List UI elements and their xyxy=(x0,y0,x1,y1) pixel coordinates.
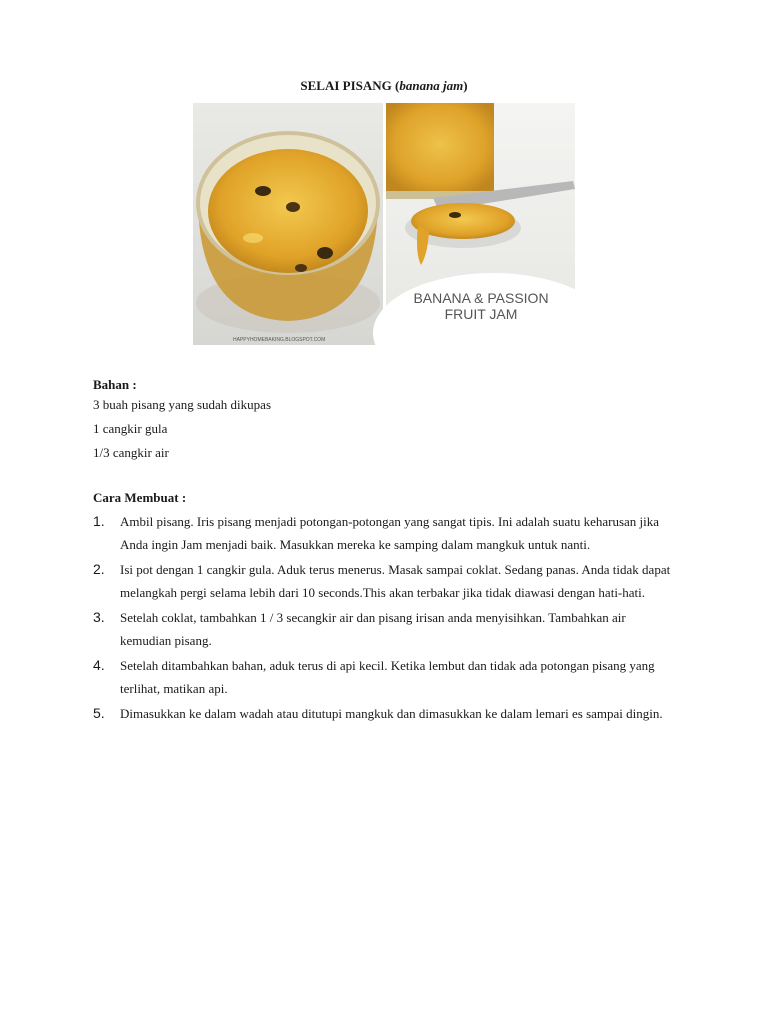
step-number: 1. xyxy=(93,513,105,529)
method-step xyxy=(93,558,678,604)
watermark-text: HAPPYHOMEBAKING.BLOGSPOT.COM xyxy=(233,337,326,343)
ingredient-item: 3 buah pisang yang sudah dikupas xyxy=(93,397,272,412)
step-text: Dimasukkan ke dalam wadah atau ditutupi mangkuk dan dimasukkan ke dalam lemari es sampai dingin. xyxy=(120,706,663,721)
title-italic: banana jam xyxy=(399,78,464,93)
step-number: 5. xyxy=(93,705,105,721)
method-steps xyxy=(93,510,678,725)
step-text: Ambil pisang. Iris pisang menjadi potongan-potongan yang sangat tipis. Ini adalah suatu keharusan jika Anda ingin Jam menjadi baik. Masukkan mereka ke samping dalam mangkuk untuk nanti. xyxy=(120,514,660,552)
ingredients-section xyxy=(93,377,693,469)
ingredient-item: 1 cangkir gula xyxy=(93,421,168,436)
photo-caption-line1: BANANA & PASSION xyxy=(413,290,549,306)
step-text: Setelah ditambahkan bahan, aduk terus di api kecil. Ketika lembut dan tidak ada potongan pisang yang terlihat, matikan api. xyxy=(120,658,655,696)
page-title xyxy=(0,78,768,94)
photo-caption-line2: FRUIT JAM xyxy=(444,306,518,322)
title-close: ) xyxy=(463,78,468,93)
method-step xyxy=(93,702,678,725)
step-number: 4. xyxy=(93,657,105,673)
step-number: 2. xyxy=(93,561,105,577)
step-text: Isi pot dengan 1 cangkir gula. Aduk terus menerus. Masak sampai coklat. Sedang panas. Anda tidak dapat melangkah pergi selama lebih dari 10 seconds.This akan terbakar jika tidak diawasi dengan hati-hati. xyxy=(120,562,671,600)
method-heading: Cara Membuat : xyxy=(93,490,187,505)
ingredient-item: 1/3 cangkir air xyxy=(93,445,169,460)
step-number: 3. xyxy=(93,609,105,625)
banana-jam-photo xyxy=(193,103,575,345)
title-text: SELAI PISANG ( xyxy=(300,78,400,93)
ingredients-heading: Bahan : xyxy=(93,377,137,392)
method-step xyxy=(93,510,678,556)
step-text: Setelah coklat, tambahkan 1 / 3 secangkir air dan pisang irisan anda menyisihkan. Tambahkan air kemudian pisang. xyxy=(120,610,626,648)
method-section xyxy=(93,490,678,727)
method-step xyxy=(93,606,678,652)
method-step xyxy=(93,654,678,700)
